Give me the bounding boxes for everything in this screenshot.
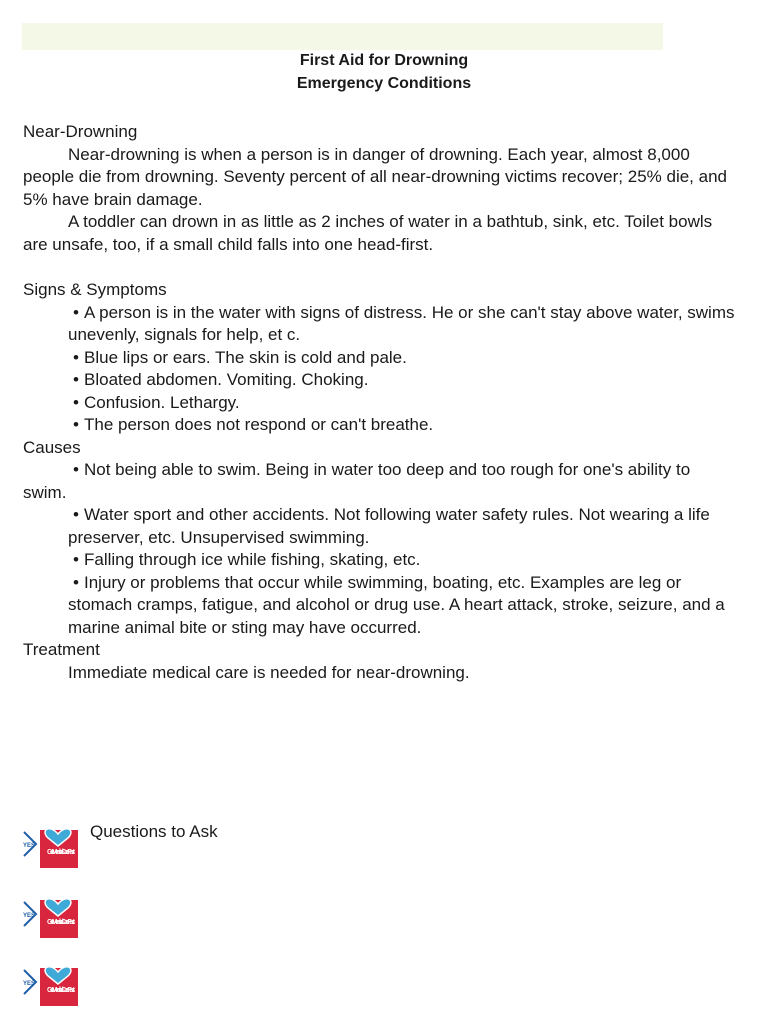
page-title: First Aid for Drowning [299, 52, 469, 69]
list-item: • Blue lips or ears. The skin is cold and pale. [73, 347, 407, 367]
list-item: • Falling through ice while fishing, skating, etc. [73, 550, 421, 569]
causes-list [23, 504, 735, 639]
list-item: • The person does not respond or can't breathe. [73, 415, 434, 434]
header-bar [22, 23, 663, 50]
document-body [23, 121, 735, 684]
near-drowning-paragraph-2: A toddler can drown in as little as 2 inches of water in a bathtub, sink, etc. Toilet bowls are unsafe, too, if a small child falls into one head-first. [23, 212, 713, 254]
section-heading-signs: Signs & Symptoms [23, 280, 167, 299]
section-heading-treatment: Treatment [23, 640, 100, 659]
get-medical-care-fast-icon [22, 822, 80, 868]
list-item: • Injury or problems that occur while swimming, boating, etc. Examples are leg or stomach cramps, fatigue, and alcohol or drug use. A heart attack, stroke, seizure, and a marine animal bite or sting may have occurred. [68, 572, 725, 637]
svg-text:YES: YES [23, 981, 36, 987]
near-drowning-paragraph-1: Near-drowning is when a person is in danger of drowning. Each year, almost 8,000 people die from drowning. Seventy percent of all near-drowning victims recover; 25% die, and 5% have brain damage. [23, 144, 727, 209]
svg-text:Get Medical Care Fast: Get Medical Care Fast [47, 919, 75, 926]
section-heading-causes: Causes [23, 437, 81, 457]
list-item: • Water sport and other accidents. Not following water safety rules. Not wearing a life preserver, etc. Unsupervised swimming. [68, 505, 710, 547]
list-item: • Not being able to swim. Being in water too deep and too rough for one's ability to swim. [23, 460, 691, 502]
svg-text:Get Medical Care Fast: Get Medical Care Fast [47, 987, 75, 994]
svg-text:YES: YES [23, 913, 36, 919]
get-medical-care-fast-icon [22, 960, 80, 1006]
section-heading-near-drowning: Near-Drowning [23, 122, 138, 141]
page-subtitle: Emergency Conditions [296, 75, 472, 92]
list-item: • A person is in the water with signs of distress. He or she can't stay above water, swims unevenly, signals for help, et c. [68, 302, 735, 344]
questions-to-ask-label: Questions to Ask [90, 822, 218, 841]
list-item: • Bloated abdomen. Vomiting. Choking. [73, 370, 369, 389]
svg-text:Get Medical Care Fast: Get Medical Care Fast [47, 849, 75, 856]
get-medical-care-fast-icon [22, 892, 80, 938]
signs-list [23, 302, 735, 437]
svg-text:YES: YES [23, 843, 36, 849]
list-item: • Confusion. Lethargy. [73, 392, 240, 412]
treatment-text: Immediate medical care is needed for near-drowning. [68, 662, 470, 682]
